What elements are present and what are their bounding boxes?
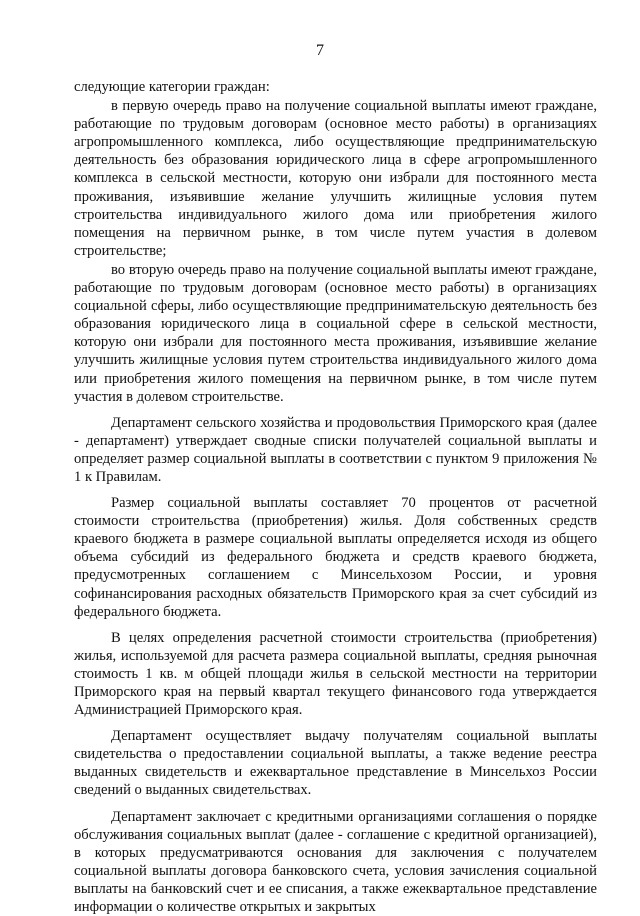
body-text bbox=[74, 78, 597, 916]
paragraph-department-lists: Департамент сельского хозяйства и продовольствия Приморского края (далее - департамент) утверждает сводные списки получателей социальной выплаты и определяет размер социальной выплаты в соответствии с пунктом 9 приложения № 1 к Правилам. bbox=[74, 414, 597, 485]
paragraph-bank-agreements: Департамент заключает с кредитными организациями соглашения о порядке обслуживания социальных выплат (далее - соглашение с кредитной организацией), в которых предусматриваются основания для заключения с получателем социальной выплаты договора банковского счета, условия зачисления социальной выплаты на банковский счет и ее списания, а также ежеквартальное представление информации о количестве открытых и закрытых bbox=[74, 808, 597, 916]
page-number: 7 bbox=[316, 42, 324, 59]
paragraph-second-priority: во вторую очередь право на получение социальной выплаты имеют граждане, работающие по трудовым договорам (основное место работы) в организациях социальной сферы, либо осуществляющие предпринимательскую деятельность без образования юридического лица в социальной сфере в сельской местности, которую они избрали для постоянного места проживания, изъявившие желание улучшить жилищные условия путем строительства индивидуального жилого дома или приобретения жилого помещения на первичном рынке, в том числе путем участия в долевом строительстве. bbox=[74, 261, 597, 405]
paragraph-intro: следующие категории граждан: bbox=[74, 79, 270, 95]
paragraph-first-priority: в первую очередь право на получение социальной выплаты имеют граждане, работающие по трудовым договорам (основное место работы) в организациях агропромышленного комплекса, либо осуществляющие предпринимательскую деятельность без образования юридического лица в сфере агропромышленного комплекса в сельской местности, которую они избрали для постоянного места проживания, изъявившие желание улучшить жилищные условия путем строительства индивидуального жилого дома или приобретения жилого помещения на первичном рынке, в том числе путем участия в долевом строительстве; bbox=[74, 98, 597, 259]
paragraph-cost-calculation: В целях определения расчетной стоимости строительства (приобретения) жилья, используемой для расчета размера социальной выплаты, средняя рыночная стоимость 1 кв. м общей площади жилья в сельской местности на территории Приморского края на первый квартал текущего финансового года утверждается Администрацией Приморского края. bbox=[74, 629, 597, 719]
paragraph-payment-size: Размер социальной выплаты составляет 70 процентов от расчетной стоимости строительства (приобретения) жилья. Доля собственных средств краевого бюджета в размере социальной выплаты определяется исходя из общего объема субсидий из федерального бюджета и средств краевого бюджета, предусмотренных соглашением с Минсельхозом России, и уровня софинансирования расходных обязательств Приморского края за счет субсидий из федерального бюджета. bbox=[74, 495, 597, 620]
paragraph-certificates: Департамент осуществляет выдачу получателям социальной выплаты свидетельства о предоставлении социальной выплаты, а также ведение реестра выданных свидетельств и ежеквартальное представление в Минсельхоз России сведений о выданных свидетельствах. bbox=[74, 728, 597, 799]
